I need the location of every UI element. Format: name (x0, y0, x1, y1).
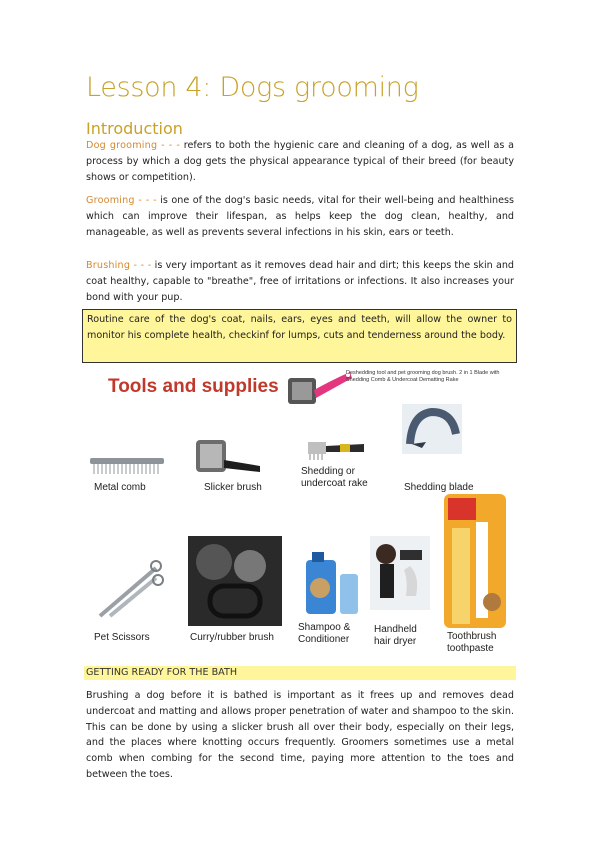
caption-shampoo-line-2: Conditioner (298, 634, 350, 645)
paragraph-bath: Brushing a dog before it is bathed is important as it frees up and removes dead undercoat and matting and allows proper penetration of water and shampoo to the skin. This can be done by using a slicker brush all over their body, especially on their legs, and the places where knotting occurs frequently. Groomers sometimes use a metal comb when combing for the second time, paying more attention to the toes and between the toes. (86, 690, 514, 780)
caption-rake-line-2: undercoat rake (301, 478, 368, 489)
tools-and-supplies-figure (84, 364, 516, 654)
caption-dryer-line-2: hair dryer (374, 636, 417, 647)
term-dog-grooming: Dog grooming - - - (86, 140, 181, 151)
shedding-blade-image (402, 404, 462, 454)
pet-scissors-image (90, 554, 166, 624)
caption-curry-brush: Curry/rubber brush (190, 632, 274, 643)
hair-dryer-image (370, 536, 430, 610)
term-grooming: Grooming - - - (86, 195, 157, 206)
caption-toothbrush-line-1: Toothbrush (447, 631, 497, 642)
caption-toothbrush-line-2: toothpaste (447, 643, 494, 654)
paragraph-text: refers to both the hygienic care and cleaning of a dog, as well as a process by which a dog gets the physical appearance typical of their breed (for beauty shows or competition). (86, 140, 514, 183)
metal-comb-image (88, 454, 166, 478)
caption-dryer-line-1: Handheld (374, 624, 417, 635)
page-title: Lesson 4: Dogs grooming (86, 72, 419, 103)
deshedding-tool-image (284, 368, 354, 418)
deshedding-caption: Deshedding tool and pet grooming dog brush. 2 in 1 Blade with Shedding Comb & Undercoat Dematting Rake (346, 370, 500, 383)
toothbrush-package-image (442, 492, 508, 630)
term-brushing: Brushing - - - (86, 260, 152, 271)
paragraph-brushing (86, 258, 514, 305)
paragraph-dog-grooming (86, 138, 514, 185)
paragraph-text: is very important as it removes dead hair and dirt; this keeps the skin and coat healthy, capable to "breathe", free of irritations or infections. It also increases your bond with your pup. (86, 260, 515, 303)
shedding-rake-image (306, 436, 368, 464)
caption-shampoo-line-1: Shampoo & (298, 622, 351, 633)
figure-title: Tools and supplies (108, 376, 279, 397)
caption-rake-line-1: Shedding or (301, 466, 355, 477)
section-heading-introduction: Introduction (86, 119, 183, 138)
caption-pet-scissors: Pet Scissors (94, 632, 150, 643)
caption-metal-comb: Metal comb (94, 482, 146, 493)
caption-slicker-brush: Slicker brush (204, 482, 262, 493)
curry-brush-image (188, 536, 282, 626)
highlighted-note-box: Routine care of the dog's coat, nails, ears, eyes and teeth, will allow the owner to monitor his complete health, checkinf for lumps, cuts and tenderness around the body. (82, 309, 517, 363)
slicker-brush-image (194, 436, 264, 480)
caption-shedding-blade: Shedding blade (404, 482, 474, 493)
paragraph-text: is one of the dog's basic needs, vital for their well-being and healthiness which can improve their lifespan, as helps keep the dog clean, healthy, and manageable, as well as prevents several infections in his skin, ears or teeth. (86, 195, 514, 238)
paragraph-grooming (86, 193, 514, 240)
section-heading-bath: GETTING READY FOR THE BATH (84, 666, 516, 680)
shampoo-image (302, 550, 360, 616)
